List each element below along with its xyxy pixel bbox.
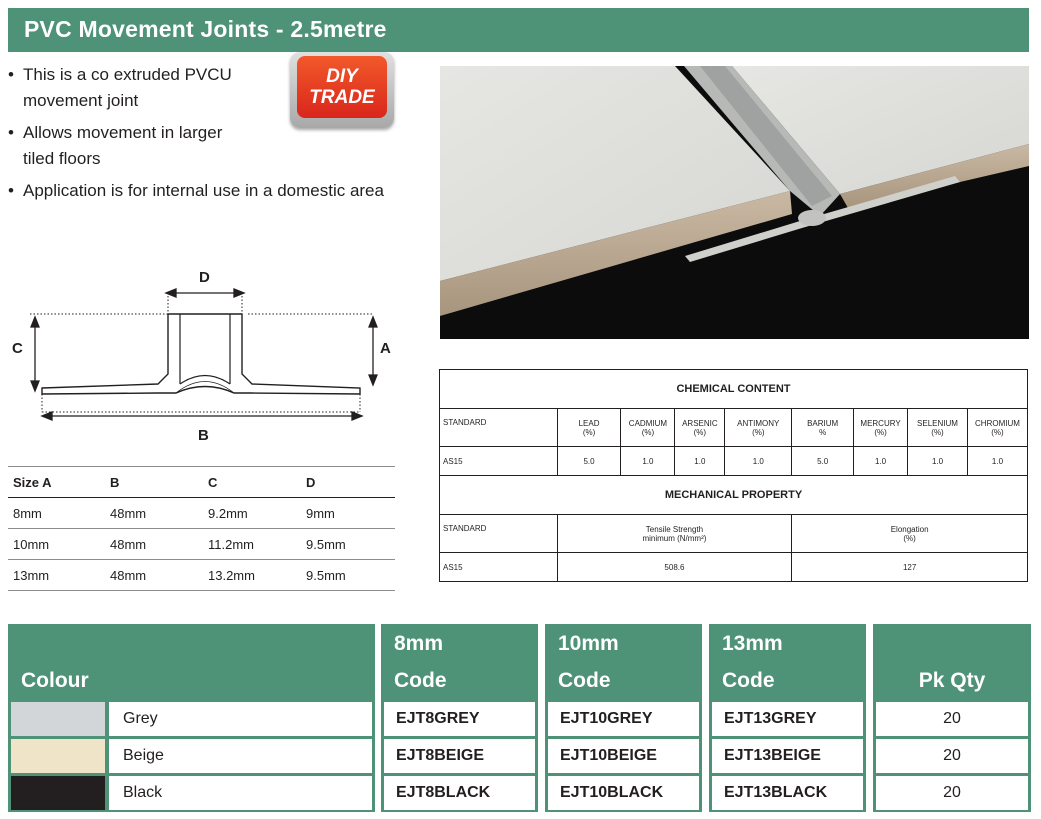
dimension-label-d: D bbox=[199, 269, 210, 286]
feature-item bbox=[8, 178, 428, 204]
chemical-standard-label: STANDARD bbox=[440, 409, 558, 447]
chemical-value: 1.0 bbox=[967, 447, 1027, 476]
chemical-standard: AS15 bbox=[440, 447, 558, 476]
element-unit: (%) bbox=[641, 427, 655, 437]
element-name: MERCURY bbox=[860, 418, 901, 428]
feature-text: movement joint bbox=[23, 91, 139, 110]
chemical-value: 1.0 bbox=[725, 447, 792, 476]
dimension-label-a: A bbox=[380, 340, 391, 357]
element-name: SELENIUM bbox=[917, 418, 958, 428]
tensile-header bbox=[557, 515, 792, 553]
mechanical-property-title: MECHANICAL PROPERTY bbox=[440, 476, 1028, 515]
elongation-value: 127 bbox=[792, 553, 1028, 582]
table-row bbox=[8, 560, 395, 591]
feature-text: • Application is for internal use in a domestic area bbox=[23, 181, 384, 200]
element-name: ARSENIC bbox=[682, 418, 718, 428]
code-label: Code bbox=[394, 669, 447, 692]
size-cell: 11.2mm bbox=[203, 529, 301, 560]
elongation-header-line: (%) bbox=[903, 533, 916, 543]
element-name: CADMIUM bbox=[628, 418, 668, 428]
size-cell: 48mm bbox=[105, 498, 203, 529]
feature-text: tiled floors bbox=[23, 149, 101, 168]
element-unit: (%) bbox=[931, 427, 944, 437]
size-cell: 9.5mm bbox=[301, 529, 395, 560]
product-code: EJT8BLACK bbox=[384, 776, 535, 810]
colour-header bbox=[8, 624, 375, 700]
colour-header-label: Colour bbox=[21, 669, 89, 692]
chemical-header-row bbox=[440, 409, 1028, 447]
mechanical-standard: AS15 bbox=[440, 553, 558, 582]
size-cell: 13.2mm bbox=[203, 560, 301, 591]
chemical-col-header bbox=[557, 409, 621, 447]
size-cell: 8mm bbox=[8, 498, 105, 529]
size-cell: 9mm bbox=[301, 498, 395, 529]
grey-swatch bbox=[11, 702, 105, 736]
tensile-header-line: minimum (N/mm²) bbox=[642, 533, 707, 543]
table-row bbox=[8, 529, 395, 560]
product-code: EJT13BEIGE bbox=[712, 739, 863, 773]
table-row bbox=[440, 447, 1028, 476]
product-code: EJT10BEIGE bbox=[548, 739, 699, 773]
size-header-b: B bbox=[105, 467, 203, 498]
chemical-col-header bbox=[621, 409, 675, 447]
table-row bbox=[8, 498, 395, 529]
chemical-value: 1.0 bbox=[854, 447, 908, 476]
beige-swatch bbox=[11, 739, 105, 773]
chemical-col-header bbox=[725, 409, 792, 447]
mechanical-header-row bbox=[440, 515, 1028, 553]
pk-qty-header bbox=[873, 624, 1031, 700]
code-header-10mm bbox=[545, 624, 702, 700]
element-unit: (%) bbox=[693, 427, 707, 437]
code-label: Code bbox=[558, 669, 611, 692]
pk-qty-label: Pk Qty bbox=[918, 669, 986, 692]
size-cell: 13mm bbox=[8, 560, 105, 591]
chemical-value: 5.0 bbox=[557, 447, 621, 476]
size-table-header bbox=[8, 467, 395, 498]
size-cell: 48mm bbox=[105, 529, 203, 560]
size-cell: 48mm bbox=[105, 560, 203, 591]
chemical-col-header bbox=[792, 409, 854, 447]
badge-line-trade: TRADE bbox=[309, 87, 375, 108]
table-row bbox=[440, 553, 1028, 582]
page-title: PVC Movement Joints - 2.5metre bbox=[24, 16, 387, 42]
chemical-value: 1.0 bbox=[621, 447, 675, 476]
colour-name-grey: Grey bbox=[109, 702, 372, 736]
feature-text: • This is a co extruded PVCU bbox=[23, 65, 232, 84]
product-code: EJT8GREY bbox=[384, 702, 535, 736]
size-label: 8mm bbox=[394, 632, 444, 655]
chemical-col-header bbox=[908, 409, 968, 447]
product-code: EJT13GREY bbox=[712, 702, 863, 736]
pk-qty-value: 20 bbox=[876, 739, 1028, 773]
title-bar bbox=[8, 8, 1029, 52]
element-unit: (%) bbox=[991, 427, 1004, 437]
mechanical-standard-label: STANDARD bbox=[440, 515, 558, 553]
pk-qty-value: 20 bbox=[876, 702, 1028, 736]
product-photo bbox=[440, 66, 1029, 339]
elongation-header bbox=[792, 515, 1028, 553]
size-table bbox=[8, 466, 395, 591]
size-cell: 9.2mm bbox=[203, 498, 301, 529]
size-label: 13mm bbox=[722, 632, 783, 655]
size-header-a: Size A bbox=[8, 467, 105, 498]
element-unit: (%) bbox=[752, 427, 765, 437]
chemical-col-header bbox=[967, 409, 1027, 447]
colour-name-black: Black bbox=[109, 776, 372, 810]
size-header-d: D bbox=[301, 467, 395, 498]
product-code: EJT10BLACK bbox=[548, 776, 699, 810]
product-code: EJT8BEIGE bbox=[384, 739, 535, 773]
element-name: BARIUM bbox=[807, 418, 839, 428]
dimension-label-c: C bbox=[12, 340, 23, 357]
badge-line-diy: DIY bbox=[326, 66, 358, 87]
tensile-value: 508.6 bbox=[557, 553, 792, 582]
chemical-value: 1.0 bbox=[675, 447, 725, 476]
dimension-label-b: B bbox=[198, 427, 209, 444]
profile-cross-section bbox=[8, 262, 398, 452]
chemical-value: 5.0 bbox=[792, 447, 854, 476]
chemical-mechanical-table bbox=[439, 369, 1028, 582]
size-cell: 10mm bbox=[8, 529, 105, 560]
product-photo-illustration bbox=[440, 66, 1029, 339]
pk-qty-value: 20 bbox=[876, 776, 1028, 810]
colour-name-beige: Beige bbox=[109, 739, 372, 773]
code-label: Code bbox=[722, 669, 775, 692]
element-name: LEAD bbox=[578, 418, 600, 428]
chemical-content-title: CHEMICAL CONTENT bbox=[440, 370, 1028, 409]
code-header-8mm bbox=[381, 624, 538, 700]
elongation-header-line: Elongation bbox=[890, 524, 929, 534]
product-code: EJT13BLACK bbox=[712, 776, 863, 810]
element-name: CHROMIUM bbox=[975, 418, 1020, 428]
element-unit: (%) bbox=[874, 427, 887, 437]
code-header-13mm bbox=[709, 624, 866, 700]
product-code: EJT10GREY bbox=[548, 702, 699, 736]
size-cell: 9.5mm bbox=[301, 560, 395, 591]
element-unit: % bbox=[819, 427, 827, 437]
black-swatch bbox=[11, 776, 105, 810]
profile-diagram bbox=[8, 262, 398, 452]
chemical-value: 1.0 bbox=[908, 447, 968, 476]
tensile-header-line: Tensile Strength bbox=[645, 524, 704, 534]
element-name: ANTIMONY bbox=[737, 418, 780, 428]
size-header-c: C bbox=[203, 467, 301, 498]
chemical-col-header bbox=[854, 409, 908, 447]
badge-face bbox=[297, 56, 387, 118]
size-label: 10mm bbox=[558, 632, 619, 655]
chemical-col-header bbox=[675, 409, 725, 447]
diy-trade-badge bbox=[290, 52, 394, 128]
feature-text: • Allows movement in larger bbox=[23, 123, 223, 142]
element-unit: (%) bbox=[582, 427, 596, 437]
